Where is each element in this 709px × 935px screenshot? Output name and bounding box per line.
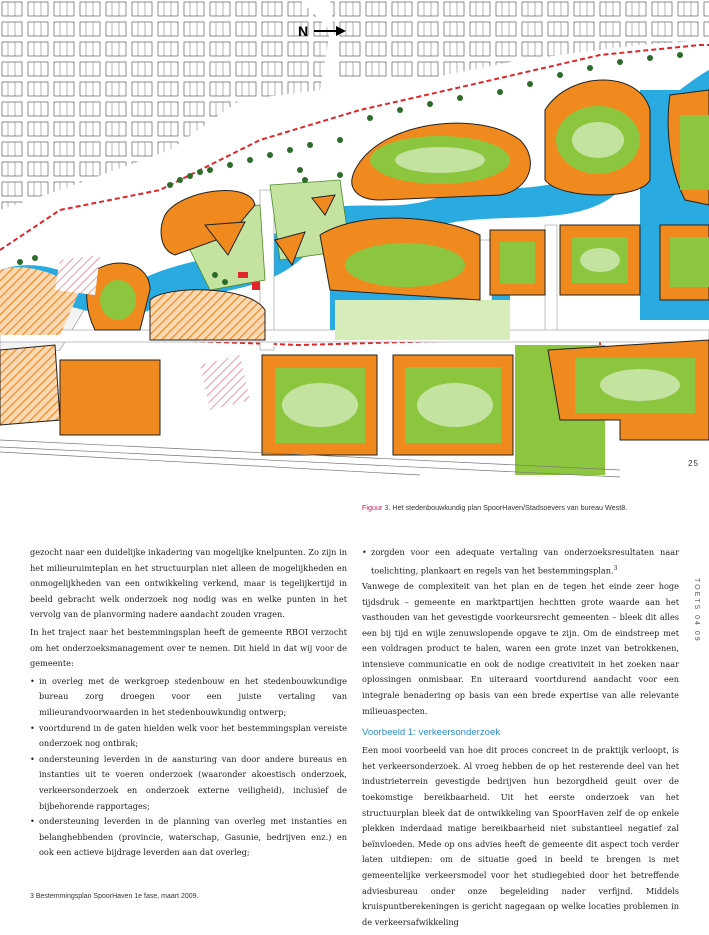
svg-text:N: N: [298, 23, 309, 39]
list-item: [362, 545, 679, 579]
list-item-text: zorgden voor een adequate vertaling van onderzoeksresultaten naar toelichting, plankaart en regels van het bestemmingsplan.: [371, 547, 679, 576]
side-tag: TOETS 04 09: [693, 578, 700, 643]
list-item: • ondersteuning leverden in de aansturing van door andere bureaus en instanties uit te voeren onderzoek (waaronder akoestisch onderzoek, verkeersonderzoek en onderzoek externe veiligheid), inclusief de bijbehorende rapportages;: [30, 752, 347, 814]
paragraph: gezocht naar een duidelijke inkadering van mogelijke knelpunten. Zo zijn in het milieuruimteplan en het structuurplan niet alleen de mogelijkheden en onmogelijkheden van een ontwikkeling verkend, maar is tegelijkertijd in beeld gebracht welk onderzoek nog nodig was en welke punten in het vervolg van de planvorming nadere aandacht zouden vragen.: [30, 547, 347, 620]
footnote: 3 Bestemmingsplan SpoorHaven 1e fase, maart 2009.: [30, 893, 199, 900]
figure-caption: [362, 503, 627, 512]
section-heading: Voorbeeld 1: verkeersonderzoek: [362, 727, 501, 739]
footnote-ref: 3: [613, 564, 618, 572]
bullet-list: [362, 545, 679, 579]
caption-text: Het stedenbouwkundig plan SpoorHaven/Stadsoevers van bureau West8.: [392, 503, 628, 512]
caption-label: Figuur 3.: [362, 503, 391, 512]
list-item: • ondersteuning leverden in de planning van overleg met instanties en belanghebbenden (provincie, waterschap, Gasunie, bedrijven enz.) en ook een actieve bijdrage leverden aan dat overleg;: [30, 814, 347, 861]
bullet-list: [30, 674, 347, 861]
left-column: [30, 545, 347, 861]
right-column: [362, 545, 679, 932]
page-number: 25: [688, 459, 699, 468]
paragraph: Vanwege de complexiteit van het plan en de tegen het einde zeer hoge tijdsdruk – gemeente en marktpartijen hechtten grote waarde aan het vasthouden van het gevestigde voorkeursrecht gemeenten – bleek dit alles een bij tijd en wijle zenuwslopende opgave te zijn. Om de eindstreep met een voldragen product te halen, waren een grote inzet van betrokkenen, intensieve communicatie en ook de nodige creativiteit in het zoeken naar oplossingen onmisbaar. En uiteraard voortdurend aandacht voor een integrale benadering op basis van een brede expertise van alle relevante milieuaspecten.: [362, 580, 679, 716]
list-item: • in overleg met de werkgroep stedenbouw en het stedenbouwkundige bureau zorg droegen voor een juiste vertaling van milieurandvoorwaarden in het stedenbouwkundig ontwerp;: [30, 674, 347, 721]
paragraph: In het traject naar het bestemmingsplan heeft de gemeente RBOI verzocht om het onderzoeksmanagement over te nemen. Dit hield in dat wij voor de gemeente:: [30, 626, 347, 669]
paragraph: Een mooi voorbeeld van hoe dit proces concreet in de praktijk verloopt, is het verkeersonderzoek. Al vroeg hebben de op het resterende deel van het industrieterrein gevestigde bedrijven hun bezorgdheid geuit over de toekomstige bereikbaarheid. Uit het eerste onderzoek van het structuurplan bleek dat de ontwikkeling van SpoorHaven zelf de op enkele plekken inderdaad matige bereikbaarheid niet substantieel negatief zal beïnvloeden. Mede op ons advies heeft de gemeente dit aspect toch verder laten uitdiepen: om de situatie goed in beeld te brengen is met gemeentelijke verkeersmodel voor het studiegebied door het betreffende adviesbureau onder onze begeleiding nader verfijnd. Middels kruispuntberekeningen is gericht nagegaan op welke locaties problemen in de verkeersafwikkeling: [362, 745, 679, 927]
list-item: • voortdurend in de gaten hielden welk voor het bestemmingsplan vereiste onderzoek nog ontbrak;: [30, 721, 347, 752]
